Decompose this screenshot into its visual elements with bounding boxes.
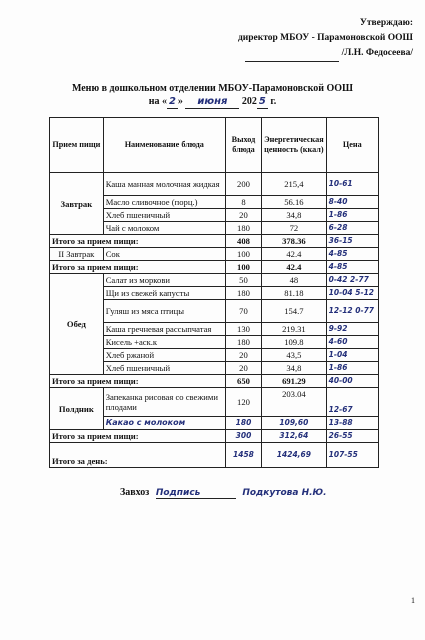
dish-price: 9-92 xyxy=(326,323,378,336)
page-title xyxy=(0,82,425,109)
dish-output: 50 xyxy=(225,274,261,287)
dish-price: 1-04 xyxy=(326,349,378,362)
dish-kcal: 48 xyxy=(262,274,327,287)
dish-output: 200 xyxy=(225,173,261,196)
director-signature-line xyxy=(245,46,339,62)
footer-signature-line: Подпись xyxy=(156,488,236,499)
total-price: 40-00 xyxy=(326,375,378,388)
footer-name: Подкутова Н.Ю. xyxy=(242,488,327,498)
title-date: на « 2 » июня 202 5 г. xyxy=(148,96,277,107)
total-output: 650 xyxy=(225,375,261,388)
dish-output: 8 xyxy=(225,196,261,209)
dish-kcal: 203.04 xyxy=(262,388,327,417)
footer-signature xyxy=(120,487,327,499)
dish-kcal: 56.16 xyxy=(262,196,327,209)
date-day: 2 xyxy=(168,96,176,107)
dish-name: Хлеб пшеничный xyxy=(103,362,225,375)
dish-output: 180 xyxy=(225,417,261,430)
total-price: 26-55 xyxy=(326,430,378,443)
dish-name: Каша манная молочная жидкая xyxy=(103,173,225,196)
dish-name: Каша гречневая рассыпчатая xyxy=(103,323,225,336)
dish-output: 130 xyxy=(225,323,261,336)
table-row xyxy=(50,274,379,287)
total-label: Итого за прием пищи: xyxy=(50,235,226,248)
dish-kcal: 215,4 xyxy=(262,173,327,196)
dish-output: 120 xyxy=(225,388,261,417)
dish-kcal: 154.7 xyxy=(262,300,327,323)
dish-price: 4-60 xyxy=(326,336,378,349)
footer-label: Завхоз xyxy=(120,487,150,498)
approval-position: директор МБОУ - Парамоновской ООШ xyxy=(237,33,413,43)
dish-kcal: 219.31 xyxy=(262,323,327,336)
dish-kcal: 34,8 xyxy=(262,209,327,222)
dish-output: 70 xyxy=(225,300,261,323)
dish-kcal: 34,8 xyxy=(262,362,327,375)
dish-price: 12-12 0-77 xyxy=(326,300,378,323)
table-header-row xyxy=(50,118,379,173)
total-row xyxy=(50,430,379,443)
dish-price: 6-28 xyxy=(326,222,378,235)
title-line: Меню в дошкольном отделении МБОУ-Парамоновской ООШ xyxy=(71,83,354,94)
dish-output: 100 xyxy=(225,248,261,261)
header-dish: Наименование блюда xyxy=(103,118,225,173)
date-month: июня xyxy=(185,95,239,109)
dish-kcal: 109,60 xyxy=(262,417,327,430)
dish-name: Запеканка рисовая со свежими плодами xyxy=(103,388,225,417)
dish-kcal: 43,5 xyxy=(262,349,327,362)
total-kcal: 42.4 xyxy=(262,261,327,274)
day-total-row xyxy=(50,443,379,468)
header-price: Цена xyxy=(326,118,378,173)
dish-kcal: 81.18 xyxy=(262,287,327,300)
dish-output: 180 xyxy=(225,222,261,235)
dish-name: Гуляш из мяса птицы xyxy=(103,300,225,323)
total-output: 100 xyxy=(225,261,261,274)
page-number: 1 xyxy=(411,596,415,605)
approval-director-name: /Л.Н. Федосеева/ xyxy=(341,48,413,58)
day-total-price: 107-55 xyxy=(326,443,378,468)
meal-second-breakfast: II Завтрак xyxy=(50,248,104,261)
dish-output: 180 xyxy=(225,336,261,349)
total-kcal: 378.36 xyxy=(262,235,327,248)
dish-name: Чай с молоком xyxy=(103,222,225,235)
total-label: Итого за прием пищи: xyxy=(50,261,226,274)
dish-price: 1-86 xyxy=(326,362,378,375)
day-total-output: 1458 xyxy=(225,443,261,468)
total-label: Итого за прием пищи: xyxy=(50,375,226,388)
header-output: Выход блюда xyxy=(225,118,261,173)
menu-table xyxy=(49,117,379,468)
table-row xyxy=(50,388,379,417)
day-total-label: Итого за день: xyxy=(50,443,226,468)
dish-kcal: 42.4 xyxy=(262,248,327,261)
header-energy: Энергетическая ценность (ккал) xyxy=(262,118,327,173)
dish-price: 8-40 xyxy=(326,196,378,209)
total-output: 300 xyxy=(225,430,261,443)
approval-block xyxy=(238,16,413,62)
dish-price: 1-86 xyxy=(326,209,378,222)
dish-price: 10-61 xyxy=(326,173,378,196)
day-total-kcal: 1424,69 xyxy=(262,443,327,468)
dish-price: 12-67 xyxy=(326,388,378,417)
dish-price: 10-04 5-12 xyxy=(326,287,378,300)
dish-kcal: 109.8 xyxy=(262,336,327,349)
dish-name: Салат из моркови xyxy=(103,274,225,287)
total-kcal: 312,64 xyxy=(262,430,327,443)
dish-price: 0-42 2-77 xyxy=(326,274,378,287)
total-row xyxy=(50,261,379,274)
dish-name: Щи из свежей капусты xyxy=(103,287,225,300)
total-label: Итого за прием пищи: xyxy=(50,430,226,443)
table-row xyxy=(50,173,379,196)
total-output: 408 xyxy=(225,235,261,248)
dish-price: 13-88 xyxy=(326,417,378,430)
dish-name: Масло сливочное (порц.) xyxy=(103,196,225,209)
dish-output: 20 xyxy=(225,349,261,362)
table-row xyxy=(50,248,379,261)
total-kcal: 691.29 xyxy=(262,375,327,388)
meal-snack: Полдник xyxy=(50,388,104,430)
dish-name: Хлеб пшеничный xyxy=(103,209,225,222)
total-row xyxy=(50,375,379,388)
dish-name: Кисель +аск.к xyxy=(103,336,225,349)
dish-output: 180 xyxy=(225,287,261,300)
total-price: 36-15 xyxy=(326,235,378,248)
dish-name: Сок xyxy=(103,248,225,261)
dish-output: 20 xyxy=(225,209,261,222)
approval-title: Утверждаю: xyxy=(359,18,413,28)
dish-price: 4-85 xyxy=(326,248,378,261)
dish-name: Хлеб ржаной xyxy=(103,349,225,362)
total-row xyxy=(50,235,379,248)
total-price: 4-85 xyxy=(326,261,378,274)
dish-kcal: 72 xyxy=(262,222,327,235)
meal-breakfast: Завтрак xyxy=(50,173,104,235)
date-year-digit: 5 xyxy=(258,96,266,107)
dish-output: 20 xyxy=(225,362,261,375)
dish-name: Какао с молоком xyxy=(103,417,225,430)
meal-lunch: Обед xyxy=(50,274,104,375)
header-meal: Прием пищи xyxy=(50,118,104,173)
